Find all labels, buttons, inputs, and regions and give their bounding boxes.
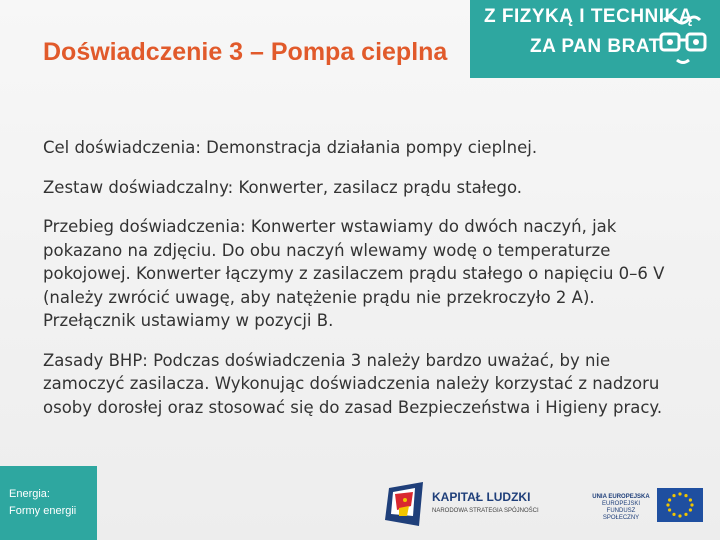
- kapital-ludzki-subtitle: NARODOWA STRATEGIA SPÓJNOŚCI: [432, 508, 539, 514]
- brand-line1: Z FIZYKĄ I TECHNIKĄ: [484, 6, 693, 27]
- eu-line3: FUNDUSZ SPOŁECZNY: [602, 508, 640, 521]
- page-title: Doświadczenie 3 – Pompa cieplna: [43, 38, 448, 66]
- footer-topic: [9, 486, 76, 520]
- eu-line1: UNIA EUROPEJSKA: [592, 494, 650, 500]
- eu-line2: EUROPEJSKI: [601, 501, 640, 507]
- footer-topic-box: [0, 466, 97, 540]
- header: [0, 0, 720, 98]
- brand-banner: [470, 0, 720, 78]
- kapital-ludzki-logo-icon: [385, 480, 427, 528]
- footer-topic-line1: Energia:: [9, 488, 50, 500]
- kapital-ludzki-title: KAPITAŁ LUDZKI: [432, 490, 531, 504]
- equipment-paragraph: Zestaw doświadczalny: Konwerter, zasilacz prądu stałego.: [43, 177, 523, 197]
- goal-paragraph: Cel doświadczenia: Demonstracja działania pompy cieplnej.: [43, 138, 538, 157]
- footer-topic-line2: Formy energii: [9, 505, 77, 517]
- footer-logos: [385, 478, 705, 530]
- face-glasses-icon: [658, 10, 710, 70]
- eu-label: [591, 494, 651, 522]
- safety-paragraph: Zasady BHP: Podczas doświadczenia 3 należy bardzo uważać, by nie zamoczyć zasilacza. Wykonując doświadczenia należy korzystać z nadzoru osoby dorosłej oraz stosować się do zasad Bezpieczeństwa i Higieny pracy.: [43, 350, 663, 417]
- procedure-paragraph: Przebieg doświadczenia: Konwerter wstawiamy do dwóch naczyń, jak pokazano na zdjęciu. Do obu naczyń wlewamy wodę o temperaturze pokojowej. Konwerter łączymy z zasilaczem prądu stałego o napięciu 0–6 V (należy zwrócić uwagę, aby natężenie prądu nie przekroczyło 2 A). Przełącznik ustawiamy w pozycji B.: [43, 217, 665, 330]
- content-body: [43, 136, 683, 435]
- brand-line2: ZA PAN BRAT: [530, 36, 661, 57]
- eu-flag-icon: [657, 488, 703, 522]
